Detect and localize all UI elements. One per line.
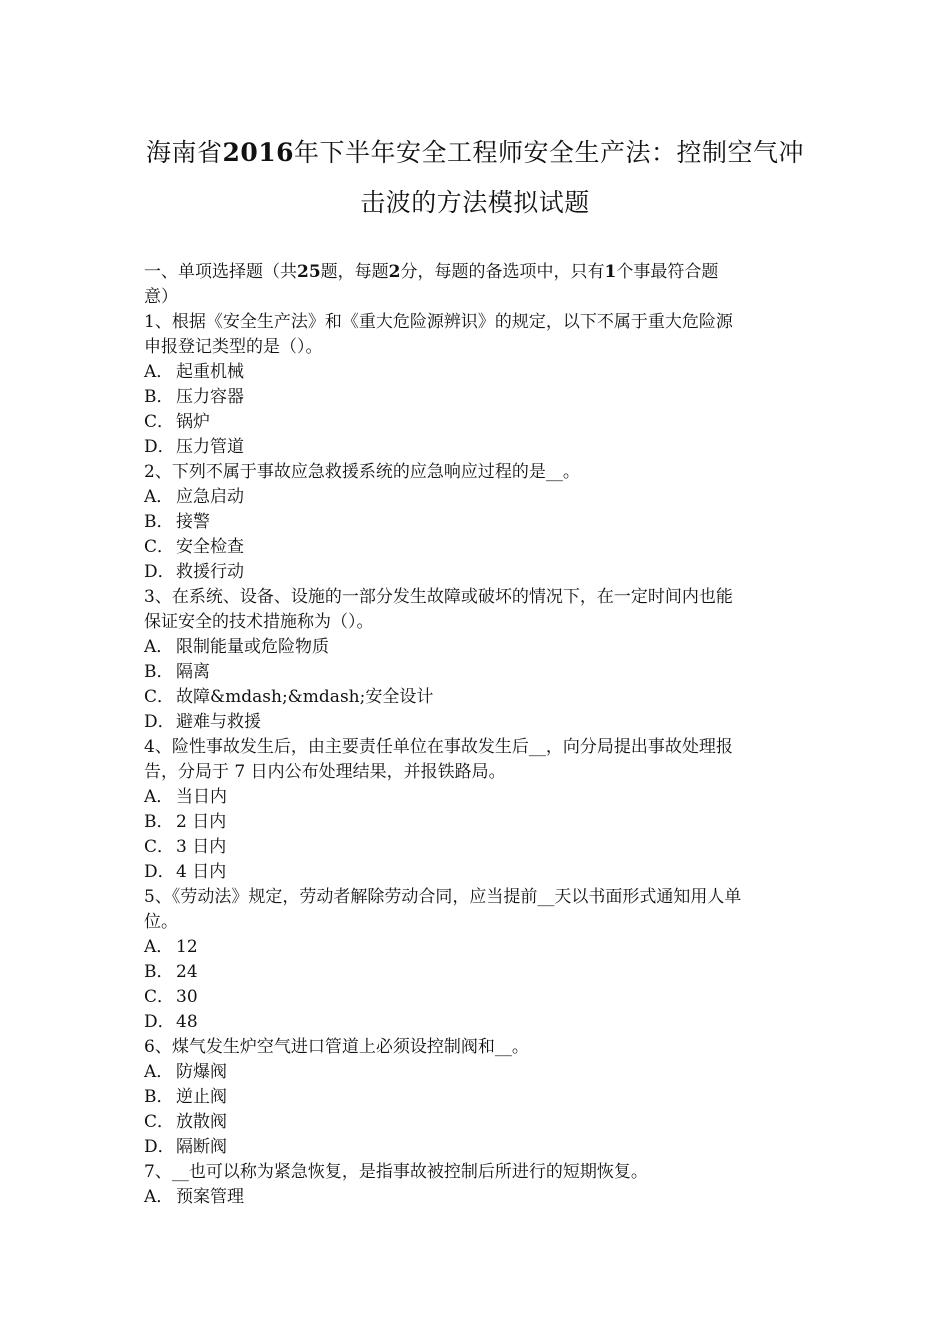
option-letter: C． <box>144 537 175 557</box>
option-letter: C． <box>144 987 175 1007</box>
section-count: 25 <box>297 262 321 282</box>
answer-option <box>144 1185 807 1210</box>
option-text: 接警 <box>176 512 210 532</box>
option-letter: C． <box>144 837 175 857</box>
question-list <box>144 260 807 1210</box>
option-letter: A． <box>144 787 174 807</box>
option-text: 12 <box>176 937 198 957</box>
option-text: 起重机械 <box>176 362 244 382</box>
document-title <box>120 128 830 228</box>
answer-option <box>144 410 807 435</box>
option-text: 48 <box>176 1012 198 1032</box>
title-suffix: 年下半年安全工程师安全生产法：控制空气冲 <box>294 138 805 167</box>
option-letter: B． <box>144 512 174 532</box>
section-one: 1 <box>604 262 617 282</box>
answer-option <box>144 935 807 960</box>
answer-option <box>144 685 807 710</box>
answer-option <box>144 1110 807 1135</box>
option-text: 救援行动 <box>176 562 244 582</box>
option-text: 安全检查 <box>176 537 244 557</box>
question-stem: 7、__也可以称为紧急恢复，是指事故被控制后所进行的短期恢复。 <box>144 1162 648 1182</box>
option-letter: B． <box>144 662 174 682</box>
option-text: 应急启动 <box>176 487 244 507</box>
question-stem: 2、下列不属于事故应急救援系统的应急响应过程的是__。 <box>144 462 580 482</box>
title-prefix: 海南省 <box>145 138 223 167</box>
option-text: 30 <box>176 987 198 1007</box>
option-letter: A． <box>144 1062 174 1082</box>
question-stem: 4、险性事故发生后，由主要责任单位在事故发生后__，向分局提出事故处理报 <box>144 737 733 757</box>
option-letter: B． <box>144 1087 174 1107</box>
answer-option <box>144 710 807 735</box>
answer-option <box>144 860 807 885</box>
option-letter: C． <box>144 687 175 707</box>
option-letter: B． <box>144 962 174 982</box>
answer-option <box>144 510 807 535</box>
answer-option <box>144 1085 807 1110</box>
option-letter: D． <box>144 862 175 882</box>
section-heading <box>144 260 807 285</box>
answer-option <box>144 1060 807 1085</box>
answer-option <box>144 360 807 385</box>
option-text: 当日内 <box>176 787 227 807</box>
answer-option <box>144 560 807 585</box>
option-letter: B． <box>144 387 174 407</box>
option-letter: C． <box>144 412 175 432</box>
option-text: 隔离 <box>176 662 210 682</box>
option-text: 逆止阀 <box>176 1087 227 1107</box>
option-letter: D． <box>144 1012 175 1032</box>
answer-option <box>144 485 807 510</box>
option-text: 放散阀 <box>176 1112 227 1132</box>
answer-option <box>144 435 807 460</box>
answer-option <box>144 660 807 685</box>
section-text-4: 个事最符合题 <box>616 262 719 282</box>
answer-option <box>144 535 807 560</box>
answer-option <box>144 635 807 660</box>
question-stem: 告，分局于 7 日内公布处理结果，并报铁路局。 <box>144 762 506 782</box>
option-letter: D． <box>144 437 175 457</box>
option-text: 压力管道 <box>176 437 244 457</box>
answer-option <box>144 785 807 810</box>
option-text: 避难与救援 <box>176 712 261 732</box>
question-stem: 位。 <box>144 912 178 932</box>
answer-option <box>144 810 807 835</box>
answer-option <box>144 985 807 1010</box>
title-year: 2016 <box>222 138 295 167</box>
question-stem: 5、《劳动法》规定，劳动者解除劳动合同，应当提前__天以书面形式通知用人单 <box>144 887 742 907</box>
option-letter: B． <box>144 812 174 832</box>
option-text: 3 日内 <box>176 837 227 857</box>
option-text: 2 日内 <box>176 812 227 832</box>
answer-option <box>144 1135 807 1160</box>
option-text: 限制能量或危险物质 <box>176 637 329 657</box>
option-letter: D． <box>144 562 175 582</box>
answer-option <box>144 385 807 410</box>
option-text: 4 日内 <box>176 862 227 882</box>
option-text: 压力容器 <box>176 387 244 407</box>
title-line-1 <box>120 128 830 178</box>
option-letter: D． <box>144 1137 175 1157</box>
answer-option <box>144 835 807 860</box>
option-letter: A． <box>144 362 174 382</box>
option-letter: A． <box>144 487 174 507</box>
question-stem: 1、根据《安全生产法》和《重大危险源辨识》的规定，以下不属于重大危险源 <box>144 312 733 332</box>
section-score: 2 <box>388 262 401 282</box>
question-stem: 6、煤气发生炉空气进口管道上必须设控制阀和__。 <box>144 1037 529 1057</box>
option-text: 预案管理 <box>176 1187 244 1207</box>
section-text-2: 题，每题 <box>320 262 389 282</box>
option-text: 锅炉 <box>176 412 210 432</box>
option-text: 防爆阀 <box>176 1062 227 1082</box>
question-stem: 3、在系统、设备、设施的一部分发生故障或破坏的情况下，在一定时间内也能 <box>144 587 733 607</box>
section-text-3: 分，每题的备选项中，只有 <box>400 262 605 282</box>
option-text: 24 <box>176 962 198 982</box>
question-stem: 申报登记类型的是（）。 <box>144 337 323 357</box>
section-text-1: 一、单项选择题（共 <box>144 262 297 282</box>
option-letter: C． <box>144 1112 175 1132</box>
option-letter: A． <box>144 937 174 957</box>
section-heading-line-2: 意） <box>144 287 178 307</box>
option-text: 故障&mdash;&mdash;安全设计 <box>176 687 434 707</box>
question-stem: 保证安全的技术措施称为（）。 <box>144 612 374 632</box>
option-letter: A． <box>144 637 174 657</box>
option-text: 隔断阀 <box>176 1137 227 1157</box>
option-letter: A． <box>144 1187 174 1207</box>
option-letter: D． <box>144 712 175 732</box>
answer-option <box>144 1010 807 1035</box>
answer-option <box>144 960 807 985</box>
title-line-2: 击波的方法模拟试题 <box>360 188 590 217</box>
